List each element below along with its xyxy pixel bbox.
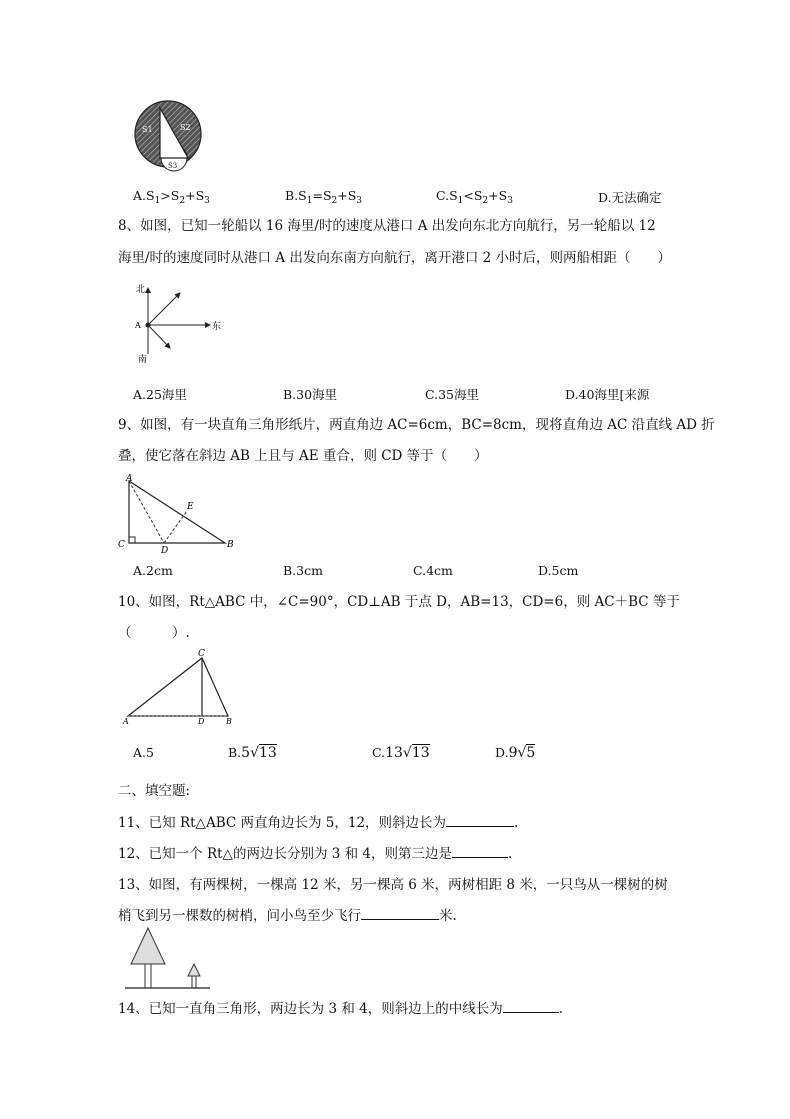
- d-label: D: [161, 546, 169, 553]
- q12: 12、已知一个 Rt△的两边长分别为 3 和 4，则第三边是 .: [118, 843, 512, 864]
- q10-line2: （ ）.: [118, 625, 190, 641]
- triangle-abc: [128, 658, 228, 716]
- q7-option-b: $B.S_1=S_2+S_3$: [285, 188, 363, 206]
- q8-option-a: A.25海里: [133, 387, 187, 402]
- south-label: 南: [138, 355, 148, 365]
- d-label: D: [198, 717, 205, 726]
- q9-option-b: B.3cm: [283, 563, 323, 578]
- q10-option-b: B.5√13: [228, 745, 277, 761]
- right-angle-mark: [129, 537, 135, 543]
- northeast-arrow: [148, 293, 180, 325]
- q8-option-c: C.35海里: [425, 387, 479, 402]
- s3-label: S3: [168, 162, 178, 170]
- triangle-acb: [129, 481, 225, 543]
- q11: 11、已知 Rt△ABC 两直角边长为 5，12，则斜边长为 .: [118, 812, 518, 833]
- a-label: A: [135, 321, 141, 330]
- q7-option-c: $C.S_1<S_2+S_3$: [436, 188, 513, 206]
- q8-option-d: D.40海里[来源: [565, 387, 650, 402]
- q13-line1: 13、如图，有两棵树，一棵高 12 米，另一棵高 6 米，两树相距 8 米，一只鸟从一棵树的树: [118, 877, 668, 893]
- q7-circles-figure: [130, 100, 210, 175]
- q7-option-d: D.无法确定: [598, 190, 662, 205]
- q13-answer-blank[interactable]: [361, 905, 439, 920]
- q8-option-b: B.30海里: [283, 387, 338, 402]
- tall-tree-crown: [131, 928, 165, 964]
- a-label: A: [123, 717, 129, 726]
- q10-option-a: A.5: [133, 745, 154, 760]
- q7-option-a: $A.S_1>S_2+S_3$: [133, 188, 210, 206]
- q10-option-c: C.13√13: [372, 745, 430, 761]
- b-label: B: [227, 540, 234, 550]
- southeast-arrow: [148, 325, 170, 348]
- c-label: C: [198, 649, 205, 659]
- q9-line1: 9、如图，有一块直角三角形纸片，两直角边 AC=6cm，BC=8cm，现将直角边 AC 沿直线 AD 折: [118, 417, 715, 433]
- short-tree-crown: [188, 964, 200, 976]
- a-label: A: [126, 474, 133, 484]
- q8-compass-figure: [130, 282, 225, 367]
- north-label: 北: [136, 285, 146, 295]
- q9-option-c: C.4cm: [413, 563, 453, 578]
- q12-answer-blank[interactable]: [452, 843, 508, 858]
- q11-answer-blank[interactable]: [446, 812, 514, 827]
- q14-answer-blank[interactable]: [503, 998, 559, 1013]
- q10-line1: 10、如图，Rt△ABC 中，∠C=90°，CD⊥AB 于点 D，AB=13，CD=6，则 AC＋BC 等于: [118, 594, 680, 610]
- q13-line2: 梢飞到另一棵数的树梢，问小鸟至少飞行 米.: [118, 905, 457, 926]
- port-a-point: [146, 323, 151, 328]
- tall-tree-trunk: [145, 964, 151, 988]
- fold-ad: [129, 481, 164, 543]
- section2-title: 二、填空题:: [118, 783, 191, 799]
- q9-triangle-figure: [115, 473, 240, 553]
- s1-label: S1: [142, 125, 153, 134]
- q13-trees-figure: [125, 926, 215, 991]
- east-label: 东: [212, 322, 222, 332]
- q10-triangle-figure: [120, 648, 240, 726]
- s2-label: S2: [180, 123, 191, 132]
- q8-line2: 海里/时的速度同时从港口 A 出发向东南方向航行，离开港口 2 小时后，则两船相距（ ）: [118, 250, 672, 266]
- q8-line1: 8、如图，已知一轮船以 16 海里/时的速度从港口 A 出发向东北方向航行，另一轮船以 12: [118, 218, 656, 234]
- q9-option-a: A.2cm: [133, 563, 173, 578]
- q14: 14、已知一直角三角形，两边长为 3 和 4，则斜边上的中线长为 .: [118, 998, 563, 1019]
- q9-line2: 叠，使它落在斜边 AB 上且与 AE 重合，则 CD 等于（ ）: [118, 448, 488, 464]
- b-label: B: [226, 717, 232, 726]
- c-label: C: [118, 540, 125, 550]
- q9-option-d: D.5cm: [538, 563, 579, 578]
- q10-option-d: D.9√5: [495, 745, 536, 761]
- e-label: E: [187, 502, 194, 512]
- short-tree-trunk: [192, 976, 196, 988]
